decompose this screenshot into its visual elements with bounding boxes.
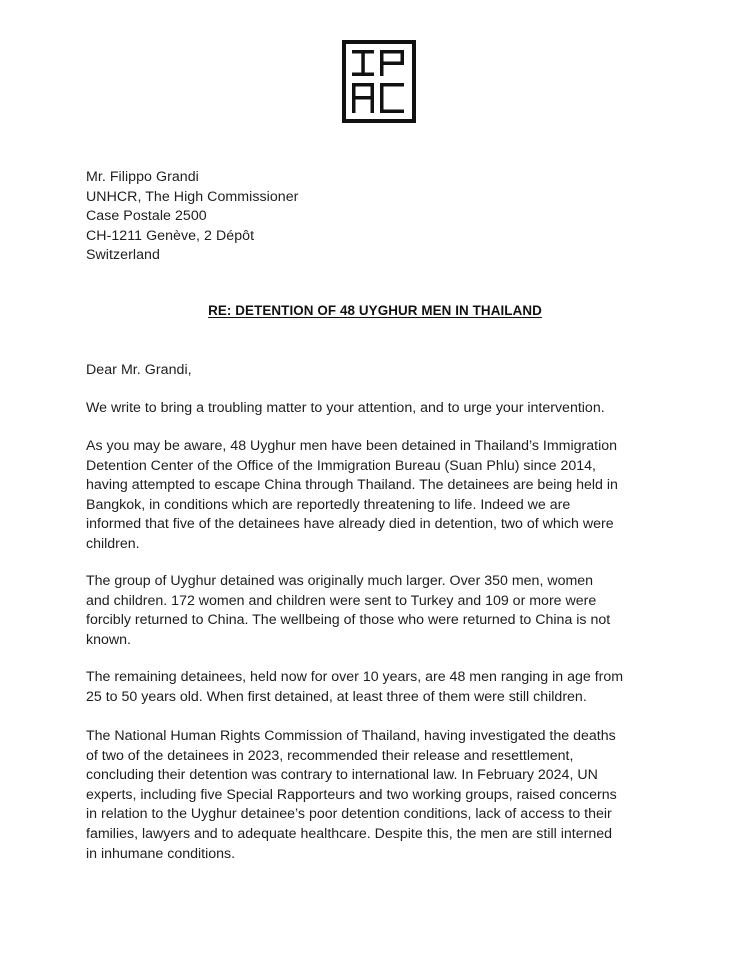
recipient-title: UNHCR, The High Commissioner [86,188,299,205]
paragraph-line: families, lawyers and to adequate healthcare. Despite this, the men are still interned [86,825,613,842]
salutation: Dear Mr. Grandi, [86,362,192,378]
paragraph-line: children. [86,535,140,552]
recipient-city: CH-1211 Genève, 2 Dépôt [86,227,255,244]
paragraph-human-rights [86,727,686,864]
paragraph-background [86,437,686,555]
paragraph-line: As you may be aware, 48 Uyghur men have been detained in Thailand’s Immigration [86,438,618,454]
paragraph-line: 25 to 50 years old. When first detained, at least three of them were still children. [86,688,587,705]
recipient-name: Mr. Filippo Grandi [86,169,199,185]
paragraph-line: The remaining detainees, held now for over 10 years, are 48 men ranging in age from [86,669,624,685]
paragraph-line: We write to bring a troubling matter to your attention, and to urge your intervention. [86,400,605,416]
paragraph-line: concluding their detention was contrary to international law. In February 2024, UN [86,767,598,784]
paragraph-remaining-detainees [86,668,686,707]
paragraph-line: The National Human Rights Commission of Thailand, having investigated the deaths [86,728,616,744]
paragraph-line: informed that five of the detainees have already died in detention, two of which were [86,516,614,533]
paragraph-line: experts, including five Special Rapporteurs and two working groups, raised concerns [86,786,617,803]
ipac-logo [342,40,416,123]
paragraph-line: Bangkok, in conditions which are reportedly threatening to life. Indeed we are [86,496,571,513]
paragraph-line: of two of the detainees in 2023, recommended their release and resettlement, [86,747,574,764]
paragraph-line: having attempted to escape China through Thailand. The detainees are being held in [86,477,618,494]
recipient-country: Switzerland [86,247,160,263]
recipient-postal: Case Postale 2500 [86,208,207,224]
paragraph-line: in relation to the Uyghur detainee’s poor detention conditions, lack of access to their [86,806,612,823]
paragraph-line: and children. 172 women and children were sent to Turkey and 109 or more were [86,592,597,609]
paragraph-line: Detention Center of the Office of the Immigration Bureau (Suan Phlu) since 2014, [86,457,596,474]
paragraph-intro [86,399,686,419]
paragraph-group-history [86,572,686,650]
paragraph-line: in inhumane conditions. [86,845,236,862]
paragraph-line: forcibly returned to China. The wellbeing of those who were returned to China is not [86,612,611,629]
ipac-logo-icon [346,44,412,119]
paragraph-line: known. [86,631,131,648]
paragraph-line: The group of Uyghur detained was originally much larger. Over 350 men, women [86,573,594,589]
subject-heading: RE: DETENTION OF 48 UYGHUR MEN IN THAILAND [208,303,542,318]
